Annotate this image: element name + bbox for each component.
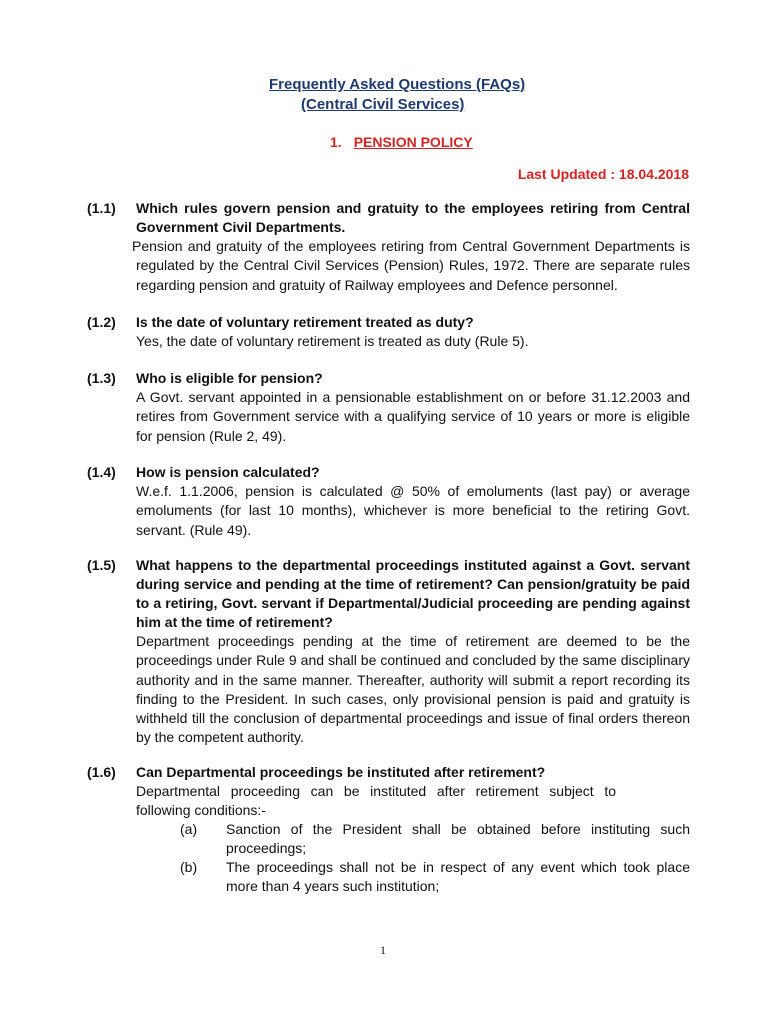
faq-number: (1.6) bbox=[87, 764, 116, 780]
page-number: 1 bbox=[380, 943, 386, 957]
condition-text: Sanction of the President shall be obtained before instituting such proceedings; bbox=[226, 821, 690, 856]
faq-number: (1.2) bbox=[87, 314, 116, 330]
condition-letter: (b) bbox=[180, 859, 198, 875]
section-heading bbox=[330, 134, 473, 150]
faq-answer: A Govt. servant appointed in a pensionable establishment on or before 31.12.2003 and retires from Government service with a qualifying service of 10 years or more is eligible for pension (Rule 2, 49). bbox=[136, 389, 690, 444]
faq-answer: Department proceedings pending at the time of retirement are deemed to be the proceedings under Rule 9 and shall be continued and concluded by the same disciplinary authority and in the same manner. Thereafter, authority will submit a report recording its finding to the President. In such cases, only provisional pension is paid and gratuity is withheld till the conclusion of departmental proceedings and issue of final orders thereon by the competent authority. bbox=[136, 633, 690, 746]
faq-question: Is the date of voluntary retirement treated as duty? bbox=[136, 314, 474, 330]
condition-text: The proceedings shall not be in respect of any event which took place more than 4 years such institution; bbox=[226, 859, 690, 894]
faq-answer: Yes, the date of voluntary retirement is treated as duty (Rule 5). bbox=[136, 333, 529, 349]
faq-number: (1.3) bbox=[87, 370, 116, 386]
condition-letter: (a) bbox=[180, 821, 198, 837]
faq-question: What happens to the departmental proceedings instituted against a Govt. servant during service and pending at the time of retirement? Can pension/gratuity be paid to a retiring, Govt. servant if Departmental/Judicial proceeding are pending against him at the time of retirement? bbox=[136, 557, 690, 630]
document-title: Frequently Asked Questions (FAQs) bbox=[269, 76, 526, 93]
faq-answer: Pension and gratuity of the employees retiring from Central Government Departments is regulated by the Central Civil Services (Pension) Rules, 1972. There are separate rules regarding pension and gratuity of Railway employees and Defence personnel. bbox=[132, 238, 690, 293]
faq-question: Which rules govern pension and gratuity to the employees retiring from Central Government Civil Departments. bbox=[136, 200, 690, 235]
last-updated: Last Updated : 18.04.2018 bbox=[517, 166, 689, 182]
section-title: PENSION POLICY bbox=[353, 134, 473, 150]
faq-question: Who is eligible for pension? bbox=[136, 370, 323, 386]
section-number: 1. bbox=[330, 134, 342, 150]
faq-number: (1.5) bbox=[87, 557, 116, 573]
faq-answer: Departmental proceeding can be instituted after retirement subject to following conditions:- bbox=[136, 783, 616, 819]
faq-number: (1.4) bbox=[87, 464, 116, 480]
faq-answer: W.e.f. 1.1.2006, pension is calculated @ 50% of emoluments (last pay) or average emoluments (for last 10 months), whichever is more beneficial to the retiring Govt. servant. (Rule 49). bbox=[136, 483, 690, 538]
document-subtitle: (Central Civil Services) bbox=[301, 96, 465, 113]
faq-question: Can Departmental proceedings be instituted after retirement? bbox=[136, 764, 546, 780]
faq-question: How is pension calculated? bbox=[136, 464, 320, 480]
faq-number: (1.1) bbox=[87, 200, 116, 216]
